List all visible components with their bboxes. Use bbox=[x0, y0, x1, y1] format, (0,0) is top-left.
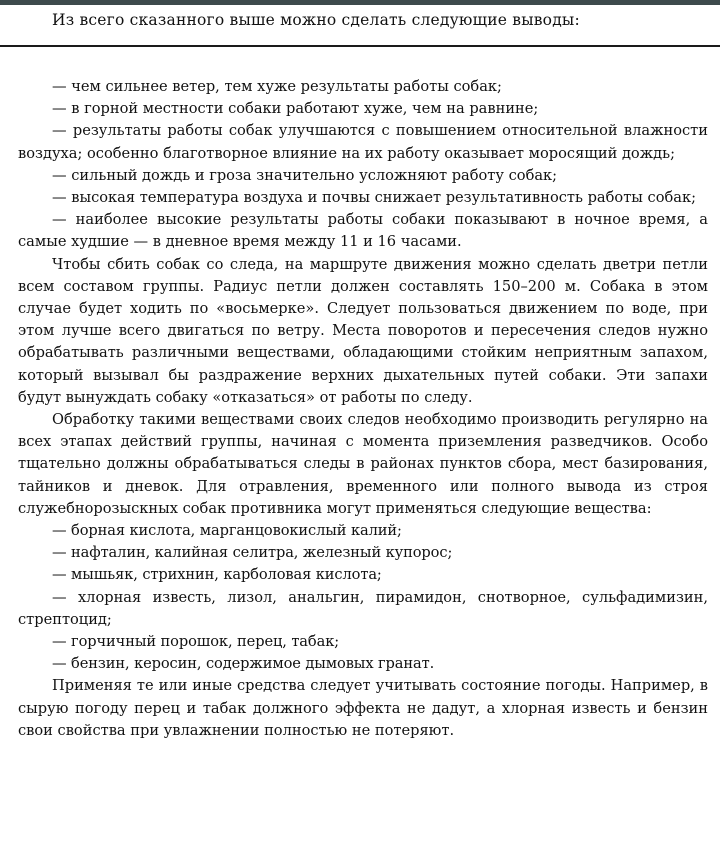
document-body bbox=[18, 76, 708, 742]
substance-item-gasoline: — бензин, керосин, содержимое дымовых гранат. bbox=[52, 655, 435, 673]
substance-item-boric: — борная кислота, марганцовокислый калий; bbox=[52, 522, 402, 540]
list-item-time-of-day: — наиболее высокие результаты работы собаки показывают в ночное время, а самые худшие — в дневное время между 11 и 16 часами. bbox=[18, 211, 708, 251]
list-item-humidity: — результаты работы собак улучшаются с повышением относительной влажности воздуха; особенно благотворное влияние на их работу оказывает моросящий дождь; bbox=[18, 122, 708, 162]
heading-text: Из всего сказанного выше можно сделать следующие выводы: bbox=[52, 11, 580, 29]
substance-item-mustard: — горчичный порошок, перец, табак; bbox=[52, 633, 340, 651]
list-item-temperature: — высокая температура воздуха и почвы снижает результативность работы собак; bbox=[52, 189, 697, 207]
paragraph-loops: Чтобы сбить собак со следа, на маршруте движения можно сделать дветри петли всем составом группы. Радиус петли должен составлять 150–200 м. Собака в этом случае будет ходить по «восьмерке». Следует пользоваться движением по воде, при этом лучше всего двигаться по ветру. Места поворотов и пересечения следов нужно обрабатывать различными веществами, обладающими стойким неприятным запахом, который вызывал бы раздражение верхних дыхательных путей собаки. Эти запахи будут вынуждать собаку «отказаться» от работы по следу. bbox=[18, 255, 708, 406]
substance-item-arsenic: — мышьяк, стрихнин, карболовая кислота; bbox=[52, 566, 382, 584]
paragraph-treatment: Обработку такими веществами своих следов необходимо производить регулярно на всех этапах действий группы, начиная с момента приземления разведчиков. Особо тщательно должны обрабатываться следы в районах пунктов сбора, мест базирования, тайников и дневок. Для отравления, временного или полного вывода из строя служебнорозыскных собак противника могут применяться следующие вещества: bbox=[18, 411, 708, 517]
list-item-rain-storm: — сильный дождь и гроза значительно усложняют работу собак; bbox=[52, 166, 558, 184]
heading-strip bbox=[0, 5, 720, 47]
substance-item-naphthalene: — нафталин, калийная селитра, железный купорос; bbox=[52, 544, 453, 562]
list-item-wind: — чем сильнее ветер, тем хуже результаты работы собак; bbox=[52, 78, 502, 95]
substance-item-chlorine: — хлорная известь, лизол, анальгин, пирамидон, снотворное, сульфадимизин, стрептоцид; bbox=[18, 588, 708, 628]
paragraph-weather: Применяя те или иные средства следует учитывать состояние погоды. Например, в сырую погоду перец и табак должного эффекта не дадут, а хлорная известь и бензин свои свойства при увлажнении полностью не потеряют. bbox=[18, 677, 708, 739]
list-item-mountains: — в горной местности собаки работают хуже, чем на равнине; bbox=[52, 100, 539, 118]
